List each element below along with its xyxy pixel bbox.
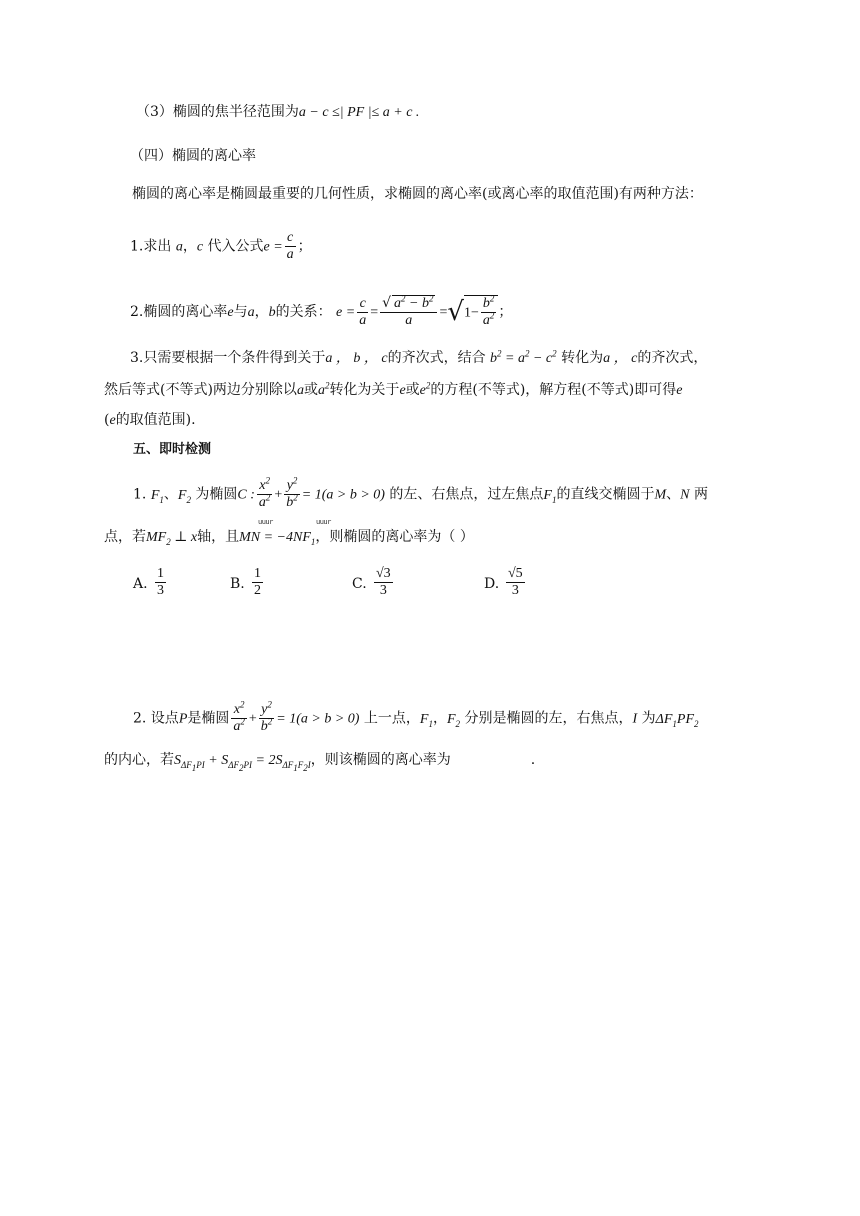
var-e: e (676, 383, 683, 398)
separator: 、 (666, 486, 681, 503)
section-4-title: （四）椭圆的离心率 (130, 148, 256, 164)
frac-num: c (357, 296, 368, 313)
frac-den: a (405, 313, 413, 328)
text: 的方程(不等式)，解方程(不等式)即可得 (430, 382, 677, 398)
text: 或 (303, 382, 318, 398)
vector-arrow-mn: uuur (258, 518, 273, 526)
frac-den: $a^2$ (482, 310, 495, 328)
text: 转化为 (561, 350, 604, 366)
var-a-squared: $a^2$ (317, 380, 330, 398)
one-minus: 1− (463, 305, 479, 321)
question-1-line-1: 1. $F_1$、$F_2$ 为椭圆C : $\frac{x^2}{a^2}$ + $\frac{y^2}{b^2}$ = 1(a > b > 0) 的左、右焦点，过左焦点$F_1$的直线交椭圆于M、N 两 (133, 475, 708, 510)
var-f1: $F_1$ (543, 487, 557, 505)
question-2-line-1: 2. 设点P是椭圆 $\frac{x^2}{a^2}$ + $\frac{y^2}{b^2}$ = 1(a > b > 0) 上一点，$F_1$，$F_2$ 分别是椭圆的左，右焦点，I 为$\Delta F_1PF_2$ (133, 699, 699, 734)
fraction-c-over-a (285, 230, 296, 263)
var-a: a (247, 305, 255, 320)
var-f2: $F_2$ (177, 487, 191, 505)
text: 转化为关于 (329, 382, 400, 398)
formula-b2-a2-c2: $b^2 = a^2 - c^2$ (490, 348, 557, 366)
text: 3.只需要根据一个条件得到关于 (130, 350, 326, 366)
formula-mf2-perp-x: $MF_2$ ⊥ x (146, 530, 198, 547)
var-n: N (680, 487, 690, 503)
var-e-squared: $e^2$ (419, 380, 431, 398)
var-c: c (196, 239, 204, 255)
option-label: C. (352, 576, 367, 592)
e-equals: e = (336, 305, 356, 320)
fraction-c-over-a (357, 296, 368, 329)
ellipse-c: C : (237, 487, 255, 503)
text: 是椭圆 (187, 710, 230, 727)
question-1-line-2 (104, 527, 474, 548)
item-3-text: （3）椭圆的焦半径范围为 (136, 104, 299, 120)
text: 的齐次式， (637, 350, 708, 366)
text: 然后等式(不等式)两边分别除以 (104, 382, 297, 398)
item-3-formula: a − c ≤| PF |≤ a + c . (298, 105, 420, 120)
frac-num: $b^2$ (482, 293, 495, 311)
comma: ， (182, 238, 197, 255)
text: ，则该椭圆的离心率为 (310, 752, 451, 768)
text: 的内心，若 (104, 752, 174, 768)
fraction-x2-a2: $\frac{x^2}{a^2}$ (258, 475, 271, 510)
equals: = (439, 305, 448, 320)
question-number: 2. 设点 (133, 710, 179, 727)
var-f1: $F_1$ (150, 487, 164, 505)
sqrt-body (464, 295, 498, 329)
method-3-line-2 (104, 380, 682, 401)
text: 或 (405, 382, 420, 398)
text: 的左、右焦点，过左焦点 (389, 486, 544, 503)
method-2-text: 2.椭圆的离心率 (130, 304, 228, 320)
method-2-text-c: 的关系： (275, 304, 332, 320)
text: ( (104, 412, 110, 428)
var-a: a (296, 383, 304, 398)
separator: 、 (163, 486, 178, 503)
frac-den: a (359, 312, 367, 328)
vars-abc: a ， b ， c (325, 351, 388, 366)
option-fraction: $\frac{1}{2}$ (254, 566, 261, 598)
vector-arrow-nf1: uuur (316, 518, 331, 526)
period: . (530, 752, 536, 768)
fraction-y2-b2: $\frac{y^2}{b^2}$ (260, 699, 273, 734)
formula-vector-mn: MN = $-4NF_1$ (239, 530, 316, 547)
text: 分别是椭圆的左，右焦点， (464, 710, 633, 727)
var-m: M (654, 487, 667, 503)
item-3-line (136, 102, 419, 123)
option-label: D. (484, 576, 500, 592)
option-fraction: $\frac{√5}{3}$ (508, 566, 523, 598)
method-2 (130, 295, 512, 329)
option-fraction: $\frac{√3}{3}$ (376, 566, 391, 598)
frac-den: a (286, 247, 294, 262)
intro-paragraph: 椭圆的离心率是椭圆最重要的几何性质，求椭圆的离心率(或离心率的取值范围)有两种方法： (132, 186, 703, 202)
triangle-f1pf2: $\Delta F_1PF_2$ (655, 711, 699, 729)
var-e: e (399, 383, 406, 398)
method-3-line-3 (104, 410, 196, 431)
vars-ac: a ， c (603, 351, 638, 366)
question-2-line-2 (104, 750, 535, 771)
section-5-title: 五、即时检测 (133, 442, 212, 457)
fraction-sqrt-over-a (380, 295, 437, 329)
var-b: b (268, 305, 276, 320)
comma: ， (254, 304, 269, 320)
text: 两 (693, 486, 708, 503)
var-f1: $F_1$ (419, 711, 433, 729)
text: 为椭圆 (195, 486, 238, 503)
var-e: e (227, 305, 234, 320)
var-p: P (178, 711, 188, 727)
text: 点，若 (104, 529, 146, 545)
fraction-y2-b2: $\frac{y^2}{b^2}$ (286, 475, 298, 510)
frac-num-sqrt: √ $a^2 - b^2$ (380, 295, 437, 313)
text: 轴，且 (197, 529, 240, 545)
semicolon: ； (498, 304, 513, 320)
method-1-text-b: 代入公式 (207, 238, 264, 255)
var-a: a (175, 239, 183, 255)
method-2-text-b: 与 (233, 304, 248, 320)
formula-area-relation: $S_{\Delta F_1PI} + S_{\Delta F_2PI} = 2S_{\Delta F_1F_2I}$ (174, 753, 311, 773)
ellipse-condition: = 1(a > b > 0) (276, 711, 360, 727)
text: ，则椭圆的离心率为（ ） (315, 529, 474, 545)
fraction-x2-a2: $\frac{x^2}{a^2}$ (233, 699, 245, 734)
option-label: A. (133, 576, 148, 592)
var-i: I (632, 711, 638, 727)
sqrt-icon: √ (447, 297, 464, 327)
option-fraction: $\frac{1}{3}$ (157, 566, 164, 598)
equals: = (370, 305, 379, 320)
text: 的直线交椭圆于 (556, 486, 655, 503)
method-1 (130, 230, 312, 263)
question-number: 1. (133, 486, 147, 503)
option-label: B. (230, 576, 245, 592)
e-equals: e = (263, 239, 283, 255)
fraction-b2-over-a2 (481, 293, 497, 329)
text: 上一点， (363, 710, 420, 727)
method-3-line-1 (130, 348, 707, 369)
text: 为 (641, 710, 656, 727)
var-f2: $F_2$ (446, 711, 461, 729)
ellipse-condition: = 1(a > b > 0) (301, 487, 385, 503)
method-1-text: 1.求出 (130, 238, 172, 255)
text: 的齐次式，结合 (387, 350, 486, 366)
frac-num: c (285, 230, 296, 247)
var-e: e (109, 413, 116, 428)
semicolon: ； (297, 238, 312, 255)
text: 的取值范围). (115, 412, 196, 428)
